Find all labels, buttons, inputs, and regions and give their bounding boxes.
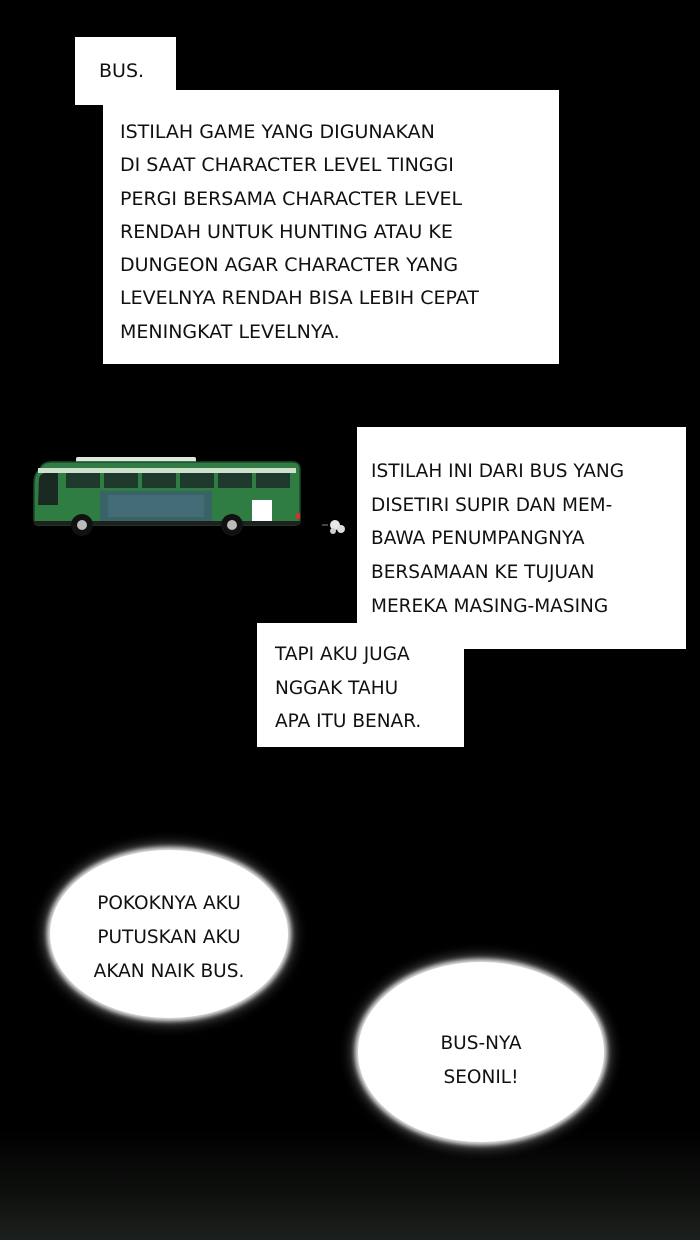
doubt-line: NGGAK TAHU [275, 677, 399, 699]
origin-caption-box [357, 427, 686, 649]
bus-window [104, 473, 138, 488]
origin-line: MEREKA MASING-MASING [371, 595, 609, 617]
bus-window [256, 473, 290, 488]
bus-window [180, 473, 214, 488]
doubt-line: APA ITU BENAR. [275, 711, 422, 733]
exhaust-puff [330, 528, 336, 534]
bus-window [142, 473, 176, 488]
definition-caption-box [103, 90, 559, 364]
origin-line: DISETIRI SUPIR DAN MEM- [371, 494, 613, 516]
doubt-caption-box [257, 623, 464, 747]
origin-line: BAWA PENUMPANGNYA [371, 528, 585, 550]
definition-line: PERGI BERSAMA CHARACTER LEVEL [120, 187, 463, 210]
green-bus-icon [30, 455, 355, 545]
bus-door [252, 500, 272, 522]
bus-window [66, 473, 100, 488]
doubt-line: TAPI AKU JUGA [275, 644, 410, 665]
decide-line: AKAN NAIK BUS. [93, 961, 245, 982]
definition-line: MENINGKAT LEVELNYA. [120, 320, 340, 343]
definition-line: ISTILAH GAME YANG DIGUNAKAN [120, 121, 435, 143]
decide-line: PUTUSKAN AKU [97, 927, 241, 948]
definition-line: DUNGEON AGAR CHARACTER YANG [120, 254, 459, 277]
definition-line: LEVELNYA RENDAH BISA LEBIH CEPAT [120, 287, 479, 310]
definition-line: DI SAAT CHARACTER LEVEL TINGGI [120, 154, 454, 177]
seonil-line: SEONIL! [443, 1067, 519, 1088]
decide-line: POKOKNYA AKU [97, 893, 241, 914]
bus-window [218, 473, 252, 488]
bus-rear-light [296, 513, 300, 519]
bus-windshield [38, 473, 58, 505]
bottom-gradient [0, 1130, 700, 1240]
seonil-speech-bubble [358, 962, 604, 1142]
bus-ad-panel-blur [108, 495, 204, 517]
decide-speech-bubble [50, 850, 288, 1018]
bus-rear-hub [227, 520, 237, 530]
origin-line: BERSAMAAN KE TUJUAN [371, 562, 595, 584]
bus-front-hub [77, 520, 87, 530]
bus-stripe [38, 468, 296, 473]
exhaust-puff [337, 525, 345, 533]
origin-line: ISTILAH INI DARI BUS YANG [371, 461, 625, 482]
seonil-line: BUS-NYA [440, 1033, 522, 1054]
title-caption-text: BUS. [99, 60, 145, 82]
definition-line: RENDAH UNTUK HUNTING ATAU KE [120, 220, 453, 243]
